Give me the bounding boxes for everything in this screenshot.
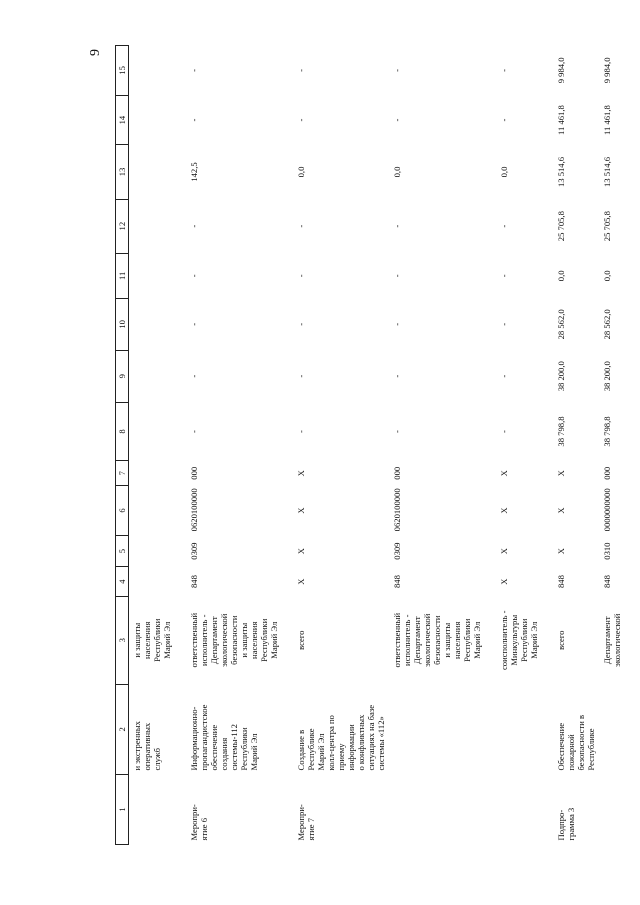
cell-executor: Департамент экологической	[602, 613, 622, 667]
cell-value: -	[499, 322, 509, 326]
column-number: 2	[116, 684, 129, 774]
table-row	[282, 46, 389, 845]
cell-value: -	[189, 68, 199, 72]
column-number: 11	[116, 253, 129, 298]
cell-name: Создание в Республике Марий Эл колл-центра по приему информации о конфликтных ситуациях на базе системы «112»	[296, 704, 386, 771]
cell-grbs: 848	[556, 575, 566, 589]
cell-value: 0,0	[296, 166, 306, 178]
cell-value: -	[392, 118, 402, 122]
cell-csr: X	[296, 507, 306, 514]
cell-value: -	[296, 374, 306, 378]
column-number: 15	[116, 46, 129, 96]
cell-value: 0,0	[392, 166, 402, 178]
column-number: 6	[116, 486, 129, 536]
cell-code	[389, 775, 485, 845]
cell-value: 9 984,0	[556, 57, 566, 84]
cell-rzpr: 0309	[189, 542, 199, 560]
cell-value: -	[392, 68, 402, 72]
column-number-row	[116, 46, 129, 845]
cell-vr: X	[296, 470, 306, 477]
cell-rzpr: X	[499, 548, 509, 555]
cell-grbs: X	[296, 578, 306, 585]
cell-value	[129, 46, 176, 96]
cell-code: Меропри- ятие 6	[189, 804, 209, 841]
cell-executor: ответственный исполнитель - Департамент экологической безопасности и защиты населения Республики Марий Эл	[392, 612, 482, 668]
column-number: 9	[116, 350, 129, 402]
cell-value: -	[189, 118, 199, 122]
cell-value: 142,5	[189, 162, 199, 182]
column-number: 13	[116, 145, 129, 199]
cell-value	[129, 298, 176, 350]
cell-value: 28 562,0	[556, 309, 566, 340]
cell-value: -	[499, 374, 509, 378]
cell-code	[599, 775, 625, 845]
cell-value: -	[392, 374, 402, 378]
cell-grbs: 848	[392, 575, 402, 589]
cell-value: 9 984,0	[602, 57, 612, 84]
cell-value: -	[392, 274, 402, 278]
cell-grbs: 848	[189, 575, 199, 589]
table-row	[129, 46, 176, 845]
cell-name	[389, 684, 485, 774]
table-row	[389, 46, 485, 845]
cell-value: -	[296, 430, 306, 433]
cell-csr: 0620100000	[392, 488, 402, 532]
cell-value: -	[499, 68, 509, 72]
cell-value	[129, 402, 176, 461]
cell-code: Подпро- грамма 3	[556, 807, 576, 841]
cell-value: 13 514,6	[556, 156, 566, 188]
cell-value: 28 562,0	[602, 309, 612, 340]
table-row	[542, 46, 599, 845]
cell-executor: всего	[296, 630, 306, 650]
column-number: 10	[116, 298, 129, 350]
cell-value: 38 798,8	[556, 416, 566, 447]
cell-code	[129, 775, 176, 845]
cell-value: 25 705,8	[602, 211, 612, 242]
cell-value: 0,0	[602, 270, 612, 282]
cell-grbs: X	[499, 578, 509, 585]
cell-value: -	[499, 274, 509, 278]
column-number: 5	[116, 535, 129, 567]
cell-name: Обеспечение пожарной безопасности в Республике	[556, 714, 596, 771]
cell-vr: 000	[602, 466, 612, 480]
cell-grbs: 848	[602, 575, 612, 589]
cell-value: 38 200,0	[602, 361, 612, 392]
cell-rzpr	[129, 535, 176, 567]
cell-value: -	[296, 274, 306, 278]
column-number: 12	[116, 199, 129, 253]
cell-name	[599, 684, 625, 774]
cell-value: -	[499, 224, 509, 228]
table-row	[485, 46, 542, 845]
cell-value: -	[296, 224, 306, 228]
cell-value: -	[189, 374, 199, 378]
cell-value	[129, 350, 176, 402]
cell-grbs	[129, 567, 176, 596]
cell-value: -	[499, 118, 509, 122]
cell-value: -	[189, 224, 199, 228]
cell-csr: 0620100000	[189, 488, 199, 532]
cell-value: -	[499, 430, 509, 433]
table-row	[599, 46, 625, 845]
cell-executor: ответственный исполнитель - Департамент экологической безопасности и защиты населения Республики Марий Эл	[189, 612, 279, 668]
column-number: 8	[116, 402, 129, 461]
cell-value: -	[296, 68, 306, 72]
cell-vr: 000	[392, 466, 402, 480]
cell-rzpr: 0310	[602, 542, 612, 560]
cell-value: -	[296, 322, 306, 326]
cell-value: 13 514,6	[602, 156, 612, 188]
cell-rzpr: X	[556, 548, 566, 555]
cell-value: -	[189, 322, 199, 326]
cell-value: 11 461,8	[556, 105, 566, 135]
cell-value: 11 461,8	[602, 105, 612, 135]
column-number: 4	[116, 567, 129, 596]
cell-rzpr: X	[296, 548, 306, 555]
cell-vr: X	[499, 470, 509, 477]
cell-name: Информационно- пропагандистское обеспечение создания системы-112 Республики Марий Эл	[189, 704, 259, 771]
cell-csr	[129, 486, 176, 536]
cell-value: -	[392, 430, 402, 433]
cell-value: 0,0	[499, 166, 509, 178]
cell-value: 25 705,8	[556, 211, 566, 242]
cell-value: -	[296, 118, 306, 122]
column-number: 3	[116, 596, 129, 684]
cell-executor: соисполнитель - Минкультуры Республики Марий Эл	[499, 610, 539, 671]
cell-rzpr: 0309	[392, 542, 402, 560]
cell-code: Меропри- ятие 7	[296, 804, 316, 841]
cell-code	[485, 775, 542, 845]
cell-csr: 0000000000	[602, 488, 612, 532]
rotated-table-page	[115, 45, 622, 845]
cell-csr: X	[499, 507, 509, 514]
cell-value: -	[392, 322, 402, 326]
cell-name: и экстренных оперативных служб	[132, 721, 162, 771]
cell-value: 38 200,0	[556, 361, 566, 392]
cell-vr	[129, 461, 176, 486]
budget-table	[115, 45, 625, 845]
cell-value: -	[189, 274, 199, 278]
column-number: 7	[116, 461, 129, 486]
cell-name	[485, 684, 542, 774]
column-number: 1	[116, 775, 129, 845]
cell-value	[129, 95, 176, 145]
cell-csr: X	[556, 507, 566, 514]
cell-value	[129, 145, 176, 199]
cell-value	[129, 199, 176, 253]
cell-vr: X	[556, 470, 566, 477]
table-row	[175, 46, 282, 845]
page-number: 9	[88, 49, 103, 56]
cell-executor: всего	[556, 630, 566, 650]
cell-value: 38 798,8	[602, 416, 612, 447]
cell-value	[129, 253, 176, 298]
column-number: 14	[116, 95, 129, 145]
cell-value: -	[189, 430, 199, 433]
cell-executor: и защиты населения Республики Марий Эл	[132, 618, 172, 662]
cell-vr: 000	[189, 466, 199, 480]
cell-value: 0,0	[556, 270, 566, 282]
cell-value: -	[392, 224, 402, 228]
